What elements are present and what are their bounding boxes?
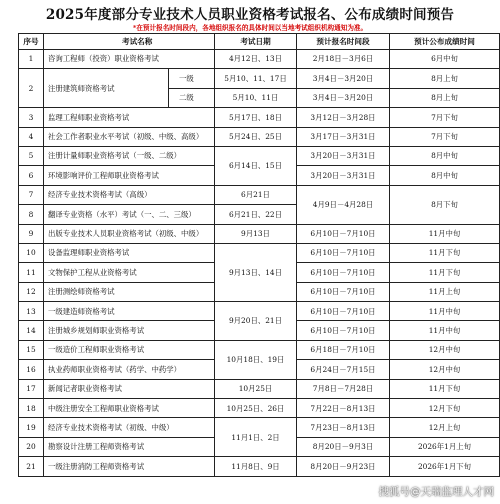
registration-period: 6月10日－7月10日: [297, 224, 390, 243]
registration-period: 8月20日－9月23日: [297, 457, 390, 476]
registration-period: 6月18日－7月10日: [297, 340, 390, 359]
row-number: 9: [19, 224, 44, 243]
exam-name: 一级注册消防工程师资格考试: [44, 457, 215, 476]
exam-date: 9月13日、14日: [215, 243, 297, 301]
row-number: 17: [19, 379, 44, 398]
registration-period: 4月9日－4月28日: [297, 185, 390, 224]
exam-date: 5月10、11、17日: [215, 69, 297, 88]
registration-period: 6月10日－7月10日: [297, 321, 390, 340]
row-number: 4: [19, 127, 44, 146]
registration-period: 7月8日－7月28日: [297, 379, 390, 398]
result-time: 7月下旬: [390, 127, 500, 146]
exam-name: 一级建造师资格考试: [44, 302, 215, 321]
registration-period: 7月23日－8月13日: [297, 418, 390, 437]
result-time: 2026年1月上旬: [390, 437, 500, 456]
registration-period: 3月17日－3月31日: [297, 127, 390, 146]
result-time: 12月上旬: [390, 418, 500, 437]
header-exam-name: 考试名称: [44, 34, 215, 50]
header-registration-period: 预计报名时间段: [297, 34, 390, 50]
result-time: 11月上旬: [390, 282, 500, 301]
exam-name: 执业药师职业资格考试（药学、中药学）: [44, 360, 215, 379]
exam-name: 经济专业技术资格考试（高级）: [44, 185, 215, 204]
registration-period: 6月10日－7月10日: [297, 243, 390, 262]
result-time: 8月上旬: [390, 69, 500, 88]
registration-period: 7月22日－8月13日: [297, 399, 390, 418]
row-number: 18: [19, 399, 44, 418]
exam-name: 经济专业技术资格考试（初级、中级）: [44, 418, 215, 437]
table-row: [19, 302, 500, 321]
exam-name: 出版专业技术人员职业资格考试（初级、中级）: [44, 224, 215, 243]
table-row: [19, 340, 500, 359]
exam-name: 环境影响评价工程师职业资格考试: [44, 166, 215, 185]
row-number: 19: [19, 418, 44, 437]
row-number: 7: [19, 185, 44, 204]
row-number: 13: [19, 302, 44, 321]
exam-date: 11月1日、2日: [215, 418, 297, 457]
result-time: 6月中旬: [390, 50, 500, 69]
exam-date: 5月24日、25日: [215, 127, 297, 146]
registration-period: 6月10日－7月10日: [297, 263, 390, 282]
row-number: 10: [19, 243, 44, 262]
exam-date: 11月8日、9日: [215, 457, 297, 476]
exam-date: 5月10、11日: [215, 88, 297, 107]
result-time: 8月中旬: [390, 166, 500, 185]
table-row: [19, 224, 500, 243]
table-row: [19, 379, 500, 398]
table-row: [19, 185, 500, 204]
result-time: 11月下旬: [390, 263, 500, 282]
row-number: 8: [19, 205, 44, 224]
table-row: [19, 418, 500, 437]
registration-period: 2月18日－3月6日: [297, 50, 390, 69]
row-number: 20: [19, 437, 44, 456]
table-row: [19, 108, 500, 127]
row-number: 6: [19, 166, 44, 185]
row-number: 16: [19, 360, 44, 379]
result-time: 7月下旬: [390, 108, 500, 127]
row-number: 2: [19, 69, 44, 108]
exam-name: 监理工程师职业资格考试: [44, 108, 215, 127]
result-time: 8月上旬: [390, 88, 500, 107]
table-row: [19, 399, 500, 418]
exam-date: 5月17日、18日: [215, 108, 297, 127]
registration-period: 6月10日－7月10日: [297, 302, 390, 321]
registration-period: 3月4日－3月20日: [297, 88, 390, 107]
exam-level: 二级: [169, 88, 215, 107]
table-row: [19, 50, 500, 69]
exam-name: 咨询工程师（投资）职业资格考试: [44, 50, 215, 69]
result-time: 11月中旬: [390, 302, 500, 321]
result-time: 11月中旬: [390, 321, 500, 340]
registration-period: 3月4日－3月20日: [297, 69, 390, 88]
registration-period: 8月20日－9月3日: [297, 437, 390, 456]
page-title: 2025年度部分专业技术人员职业资格考试报名、公布成绩时间预告: [45, 7, 455, 23]
result-time: 2026年1月下旬: [390, 457, 500, 476]
registration-period: 3月20日－3月31日: [297, 166, 390, 185]
exam-date: 6月14日、15日: [215, 146, 297, 185]
exam-name: 文物保护工程从业资格考试: [44, 263, 215, 282]
exam-name: 勘察设计注册工程师资格考试: [44, 437, 215, 456]
exam-name: 中级注册安全工程师职业资格考试: [44, 399, 215, 418]
result-time: 12月中旬: [390, 360, 500, 379]
exam-name: 设备监理师职业资格考试: [44, 243, 215, 262]
result-time: 8月中旬: [390, 146, 500, 165]
exam-name: 翻译专业资格（水平）考试（一、二、三级）: [44, 205, 215, 224]
exam-name: 注册建筑师资格考试: [44, 69, 169, 108]
table-row: [19, 146, 500, 165]
table-row: [19, 243, 500, 262]
registration-note: *在预计报名时间段内，各地组织报名的具体时间以当地考试组织机构通知为准。: [132, 24, 368, 32]
exam-date: 10月18日、19日: [215, 340, 297, 379]
exam-date: 6月21日、22日: [215, 205, 297, 224]
registration-period: 6月10日－7月10日: [297, 282, 390, 301]
row-number: 12: [19, 282, 44, 301]
result-time: 12月下旬: [390, 399, 500, 418]
row-number: 5: [19, 146, 44, 165]
exam-level: 一级: [169, 69, 215, 88]
row-number: 11: [19, 263, 44, 282]
result-time: 11月中旬: [390, 224, 500, 243]
registration-period: 3月12日－3月28日: [297, 108, 390, 127]
exam-name: 注册测绘师资格考试: [44, 282, 215, 301]
header-result-time: 预计公布成绩时间: [390, 34, 500, 50]
exam-date: 4月12日、13日: [215, 50, 297, 69]
header-exam-date: 考试日期: [215, 34, 297, 50]
row-number: 3: [19, 108, 44, 127]
row-number: 14: [19, 321, 44, 340]
exam-date: 9月13日: [215, 224, 297, 243]
registration-period: 3月20日－3月31日: [297, 146, 390, 165]
table-header-row: [19, 34, 500, 50]
exam-name: 社会工作者职业水平考试（初级、中级、高级）: [44, 127, 215, 146]
exam-date: 10月25日: [215, 379, 297, 398]
result-time: 8月下旬: [390, 185, 500, 224]
exam-date: 9月20日、21日: [215, 302, 297, 341]
watermark: 搜狐号@天瑞监理人才网: [378, 486, 494, 498]
exam-date: 10月25日、26日: [215, 399, 297, 418]
row-number: 1: [19, 50, 44, 69]
result-time: 11月下旬: [390, 379, 500, 398]
exam-date: 6月21日: [215, 185, 297, 204]
exam-name: 注册计量师职业资格考试（一级、二级）: [44, 146, 215, 165]
result-time: 11月下旬: [390, 243, 500, 262]
table-row: [19, 457, 500, 476]
row-number: 21: [19, 457, 44, 476]
exam-schedule-table: [18, 33, 500, 477]
table-row: [19, 69, 500, 88]
row-number: 15: [19, 340, 44, 359]
exam-name: 一级造价工程师职业资格考试: [44, 340, 215, 359]
table-row: [19, 127, 500, 146]
registration-period: 6月24日－7月15日: [297, 360, 390, 379]
exam-name: 新闻记者职业资格考试: [44, 379, 215, 398]
header-no: 序号: [19, 34, 44, 50]
exam-name: 注册城乡规划师职业资格考试: [44, 321, 215, 340]
result-time: 12月中旬: [390, 340, 500, 359]
